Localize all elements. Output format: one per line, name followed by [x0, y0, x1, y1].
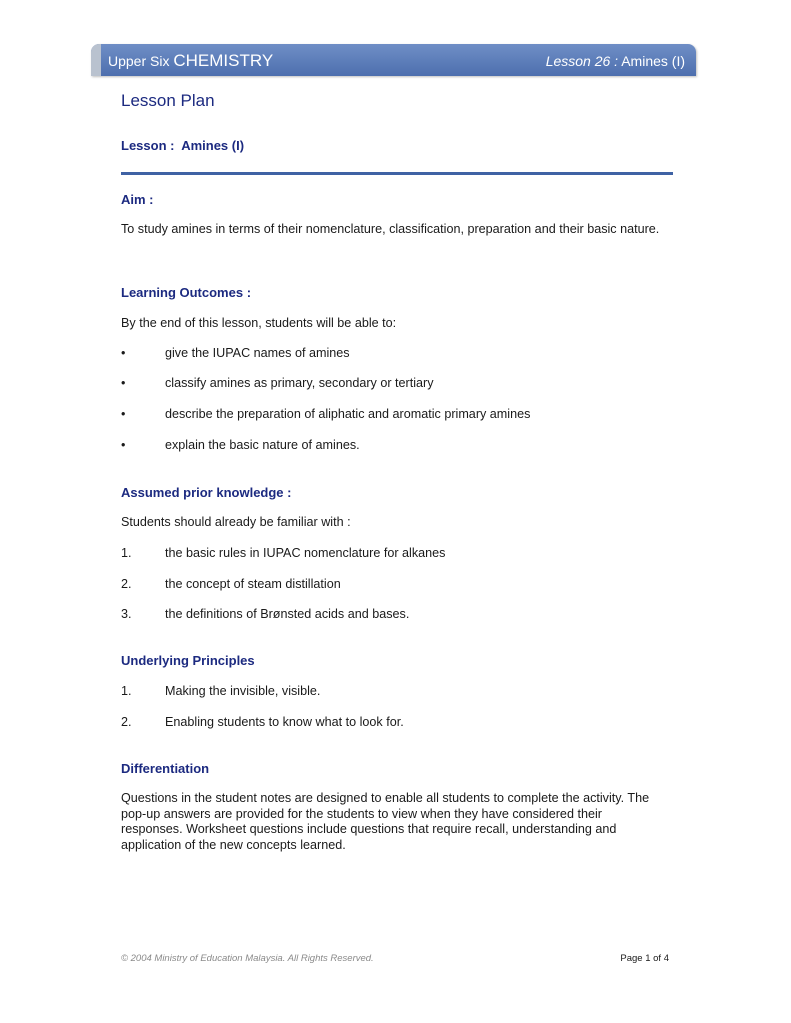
- item-number: 2.: [121, 715, 132, 729]
- header-banner-edge: [91, 44, 101, 76]
- list-item-text: explain the basic nature of amines.: [165, 438, 360, 452]
- lesson-topic: Amines (I): [621, 53, 685, 69]
- lesson-number: Lesson 26 :: [545, 53, 619, 69]
- bullet: •: [121, 438, 126, 452]
- differentiation-text: Questions in the student notes are designed to enable all students to complete the activity. The pop-up answers are provided for the students to view when they have considered their responses. Worksheet questions include questions that require recall, understanding and application of the new concepts learned.: [121, 791, 650, 852]
- copyright: © 2004 Ministry of Education Malaysia. All Rights Reserved.: [121, 953, 374, 964]
- list-item-text: describe the preparation of aliphatic and aromatic primary amines: [165, 407, 531, 421]
- list-item-text: Making the invisible, visible.: [165, 684, 321, 698]
- page-number: Page 1 of 4: [620, 953, 669, 964]
- principles-heading: Underlying Principles: [121, 653, 255, 668]
- bullet: •: [121, 376, 126, 390]
- item-number: 1.: [121, 684, 132, 698]
- aim-heading: Aim :: [121, 192, 154, 207]
- list-item-text: the concept of steam distillation: [165, 577, 341, 591]
- list-item-text: the definitions of Brønsted acids and bases.: [165, 607, 410, 621]
- list-item-text: classify amines as primary, secondary or tertiary: [165, 376, 434, 390]
- outcomes-intro: By the end of this lesson, students will be able to:: [121, 316, 397, 330]
- item-number: 3.: [121, 607, 132, 621]
- bullet: •: [121, 346, 126, 360]
- differentiation-heading: Differentiation: [121, 761, 210, 776]
- page-title: Lesson Plan: [121, 91, 215, 110]
- list-item-text: the basic rules in IUPAC nomenclature for alkanes: [165, 546, 446, 560]
- bullet: •: [121, 407, 126, 421]
- course-level: Upper Six: [108, 53, 170, 69]
- course-subject: CHEMISTRY: [173, 51, 274, 70]
- lesson-line: Lesson : Amines (I): [121, 138, 245, 153]
- prior-knowledge-intro: Students should already be familiar with :: [121, 515, 351, 529]
- lesson-indicator: [546, 53, 685, 69]
- outcomes-heading: Learning Outcomes :: [121, 285, 252, 300]
- list-item-text: give the IUPAC names of amines: [165, 346, 350, 360]
- item-number: 1.: [121, 546, 132, 560]
- prior-knowledge-heading: Assumed prior knowledge :: [121, 485, 292, 500]
- aim-text: To study amines in terms of their nomenclature, classification, preparation and their basic nature.: [121, 222, 660, 236]
- course-title: [108, 51, 273, 71]
- item-number: 2.: [121, 577, 132, 591]
- list-item-text: Enabling students to know what to look for.: [165, 715, 404, 729]
- divider: [121, 172, 673, 175]
